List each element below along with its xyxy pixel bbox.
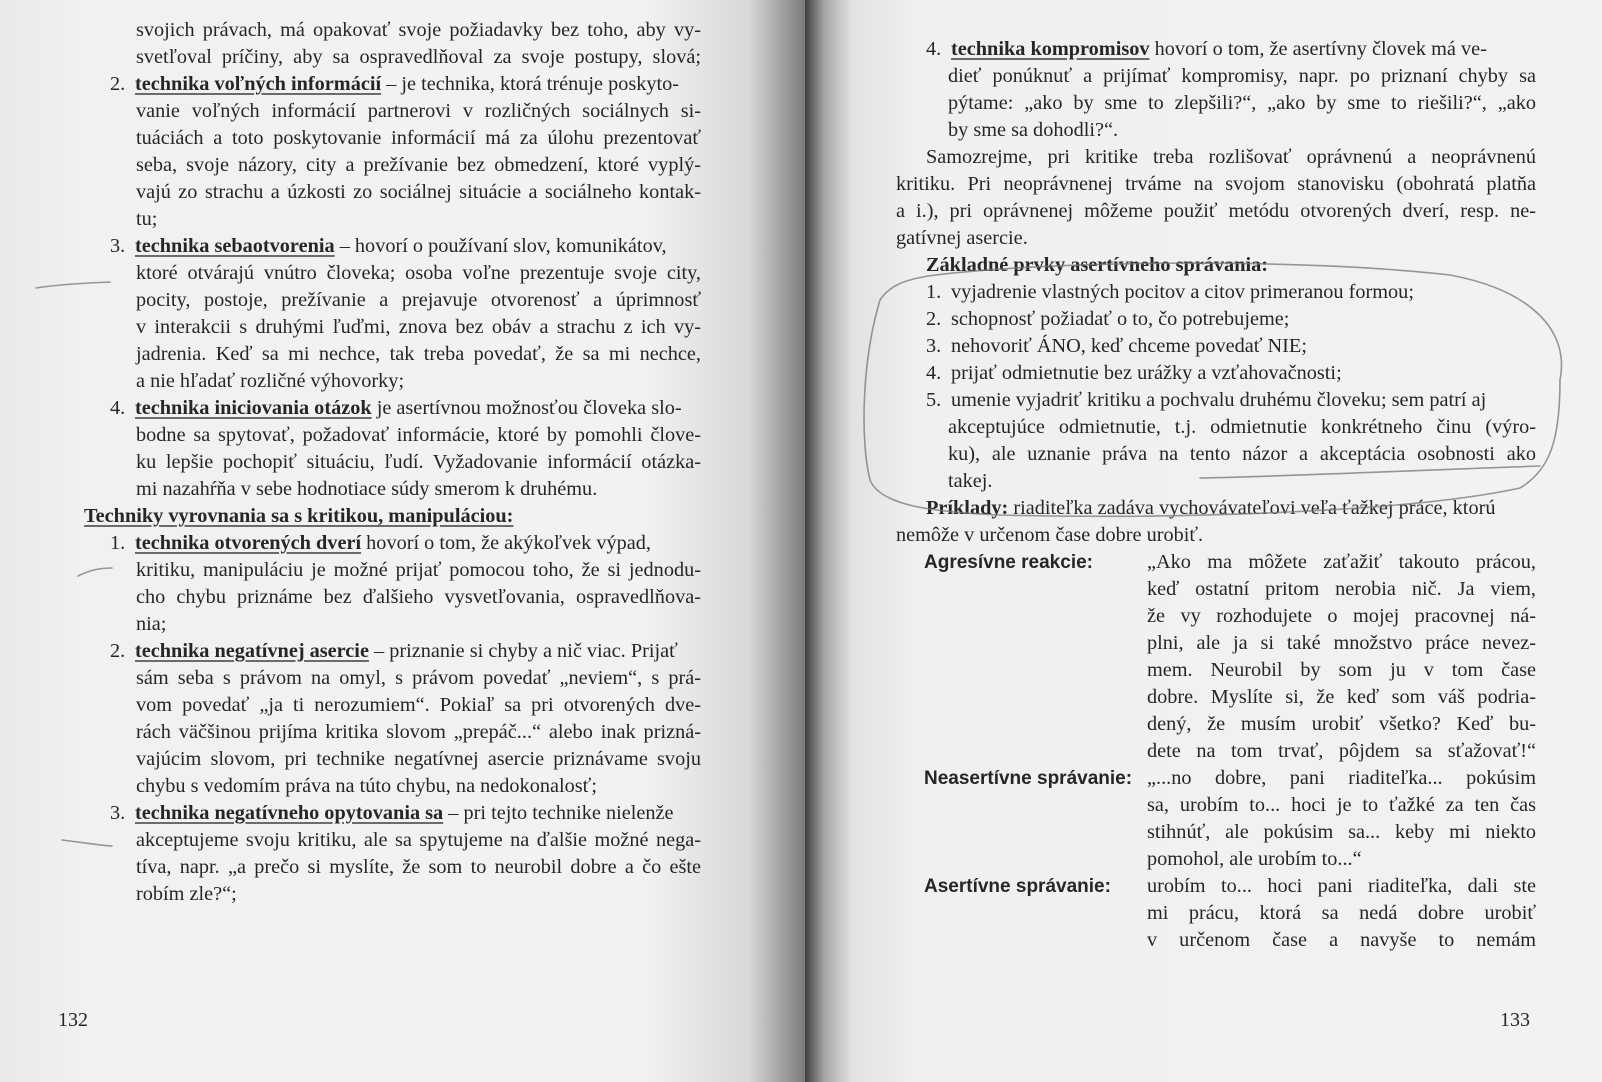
text-span: hovorí o tom, že asertívny človek má ve-	[1149, 38, 1487, 60]
list-item-text: schopnosť požiadať o to, čo potrebujeme;	[951, 308, 1290, 330]
text-line: rách väčšinou prijíma kritika slovom „prepáč...“ alebo inak prizná-	[136, 721, 701, 743]
text-line: v interakcii s druhými ľuďmi, znova bez obáv a strachu z ich vy-	[136, 316, 701, 338]
text-line: nemôže v určenom čase dobre urobiť.	[896, 524, 1204, 546]
text-line: Samozrejme, pri kritike treba rozlišovať oprávnenú a neoprávnenú	[926, 146, 1536, 168]
list-number: 2.	[926, 308, 942, 330]
page-number-right: 133	[1500, 1009, 1530, 1031]
text-line: urobím to... hoci pani riaditeľka, dali ste	[1147, 875, 1536, 897]
list-item-text: prijať odmietnutie bez urážky a vzťahovačnosti;	[951, 362, 1342, 384]
heading-text: Základné prvky asertívneho správania:	[926, 254, 1269, 276]
text-span: hovorí o tom, že akýkoľvek výpad,	[361, 532, 651, 554]
list-item-technika-volnych-informacii	[84, 71, 701, 98]
list-item-technika-iniciovania-otazok	[84, 395, 701, 422]
list-item	[896, 360, 1536, 387]
page-number-left: 132	[58, 1009, 88, 1031]
text-line: mem. Neurobil by som ju v tom čase	[1147, 659, 1536, 681]
text-line: tuáciách a toto poskytovanie informácií má za úlohu prezentovať	[136, 127, 701, 149]
list-item	[896, 279, 1536, 306]
list-item-technika-negativneho-opytovania	[84, 800, 701, 827]
text-line: robím zle?“;	[136, 883, 237, 905]
text-line: by sme sa dohodli?“.	[948, 119, 1119, 141]
text-line: sa, urobím to... hoci je to ťažké za ten čas	[1147, 794, 1536, 816]
term: technika iniciovania otázok	[135, 397, 372, 419]
text-line: tu;	[136, 208, 158, 230]
list-number: 5.	[926, 389, 942, 411]
right-page	[805, 0, 1602, 1082]
response-text	[1147, 873, 1536, 954]
response-aggressive	[896, 549, 1536, 765]
text-span: – priznanie si chyby a nič viac. Prijať	[368, 640, 678, 662]
text-line: tíva, napr. „a prečo si myslíte, že som to neurobil dobre a čo ešte	[136, 856, 701, 878]
term: technika negatívneho opytovania sa	[135, 802, 444, 824]
term: technika sebaotvorenia	[135, 235, 335, 257]
term: technika voľných informácií	[135, 73, 382, 95]
list-item-technika-kompromisov	[896, 36, 1536, 63]
text-line: dieť ponúknuť a prijímať kompromisy, napr. po priznaní chyby sa	[948, 65, 1536, 87]
list-item-technika-negativnej-asercie	[84, 638, 701, 665]
list-number: 4.	[926, 362, 942, 384]
response-text	[1147, 765, 1536, 873]
text-span: je asertívnou možnosťou človeka slo-	[371, 397, 682, 419]
text-line: stihnúť, ale pokúsim sa... keby mi niekto	[1147, 821, 1536, 843]
text-line: dobre. Myslíte si, že keď som váš podria-	[1147, 686, 1536, 708]
text-line: vom povedať „ja ti nerozumiem“. Pokiaľ sa pri otvorených dve-	[136, 694, 701, 716]
list-item	[896, 333, 1536, 360]
text-line: mi nazahŕňa v sebe hodnotiace súdy smerom k druhému.	[136, 478, 598, 500]
response-label: Neasertívne správanie:	[924, 768, 1133, 789]
list-item	[896, 387, 1536, 414]
text-line: kritiku, manipuláciu je možné prijať pomocou toho, že si jednodu-	[136, 559, 701, 581]
text-span: – hovorí o používaní slov, komunikátov,	[334, 235, 667, 257]
text-line: bodne sa spytovať, požadovať informácie, ktoré by pomohli člove-	[136, 424, 701, 446]
response-label: Asertívne správanie:	[924, 876, 1111, 897]
text-line: ku), ale uznanie práva na tento názor a akceptácia osobnosti ako	[948, 443, 1536, 465]
list-item-text: vyjadrenie vlastných pocitov a citov primeranou formou;	[951, 281, 1414, 303]
response-label: Agresívne reakcie:	[924, 552, 1093, 573]
term: technika otvorených dverí	[135, 532, 362, 554]
text-line: mi prácu, ktorá sa nedá dobre urobiť	[1147, 902, 1536, 924]
term: technika negatívnej asercie	[135, 640, 369, 662]
examples-line	[896, 495, 1536, 522]
text-line: vajúcim slovom, pri technike negatívnej asercie priznávame svoju	[136, 748, 701, 770]
section-heading	[84, 503, 701, 530]
list-number: 1.	[110, 532, 126, 554]
text-line: pocity, postoje, prežívanie a prejavuje otvorenosť a úprimnosť	[136, 289, 701, 311]
list-number: 3.	[926, 335, 942, 357]
text-line: svetľoval príčiny, aby sa ospravedlňoval za svoje postupy, slová;	[136, 46, 701, 68]
left-page-text	[84, 17, 701, 908]
text-span: riaditeľka zadáva vychovávateľovi veľa ťažkej práce, ktorú	[1008, 497, 1496, 519]
list-number: 2.	[110, 640, 126, 662]
text-line: „Ako ma môžete zaťažiť takouto prácou,	[1147, 551, 1536, 573]
text-line: nia;	[136, 613, 167, 635]
list-number: 3.	[110, 235, 126, 257]
text-line: „...no dobre, pani riaditeľka... pokúsim	[1147, 767, 1536, 789]
text-line: dený, že musím urobiť všetko? Keď bu-	[1147, 713, 1536, 735]
text-line: takej.	[948, 470, 993, 492]
text-line: vajú zo strachu a úzkosti zo sociálnej situácie a sociálneho kontak-	[136, 181, 701, 203]
text-line: že vy rozhodujete o mojej pracovnej ná-	[1147, 605, 1536, 627]
heading-text: Techniky vyrovnania sa s kritikou, manipuláciou:	[84, 505, 514, 527]
list-number: 4.	[110, 397, 126, 419]
text-span: – je technika, ktorá trénuje poskyto-	[381, 73, 680, 95]
list-item-text: umenie vyjadriť kritiku a pochvalu druhému človeku; sem patrí aj	[951, 389, 1487, 411]
text-line: gatívnej asercie.	[896, 227, 1028, 249]
text-line: ktoré otvárajú vnútro človeka; osoba voľne prezentuje svoje city,	[136, 262, 701, 284]
list-item-technika-sebaotvorenia	[84, 233, 701, 260]
text-line: jadrenia. Keď sa mi nechce, tak treba povedať, že sa mi nechce,	[136, 343, 701, 365]
list-number: 3.	[110, 802, 126, 824]
list-item-technika-otvorenych-dveri	[84, 530, 701, 557]
text-line: kritiku. Pri neoprávnenej trváme na svojom stanovisku (obohratá platňa	[896, 173, 1536, 195]
list-item-text: nehovoriť ÁNO, keď chceme povedať NIE;	[951, 335, 1307, 357]
text-line: akceptujeme svoju kritiku, ale sa spytujeme na ďalšie možné nega-	[136, 829, 701, 851]
right-page-text	[896, 36, 1536, 954]
text-line: ku lepšie pochopiť situáciu, ľudí. Vyžadovanie informácií otázka-	[136, 451, 701, 473]
text-line: sám seba s právom na omyl, s právom povedať „neviem“, s prá-	[136, 667, 701, 689]
list-item	[896, 306, 1536, 333]
list-number: 2.	[110, 73, 126, 95]
list-number: 4.	[926, 38, 942, 60]
section-heading	[896, 252, 1536, 279]
response-assertive	[896, 873, 1536, 954]
text-line: cho chybu priznáme bez ďalšieho vysvetľovania, ospravedlňova-	[136, 586, 701, 608]
text-line: dete na tom trvať, pôjdem sa sťažovať!“	[1147, 740, 1536, 762]
text-line: keď ostatní pritom nerobia nič. Ja viem,	[1147, 578, 1536, 600]
text-line: pomohol, ale urobím to...“	[1147, 848, 1362, 870]
text-line: a i.), pri oprávnenej môžeme použiť metódu otvorených dverí, resp. ne-	[896, 200, 1536, 222]
term: technika kompromisov	[951, 38, 1150, 60]
text-line: akceptujúce odmietnutie, t.j. odmietnutie konkrétneho činu (výro-	[948, 416, 1536, 438]
text-line: pýtame: „ako by sme to zlepšili?“, „ako by sme to riešili?“, „ako	[948, 92, 1536, 114]
examples-label: Príklady:	[926, 497, 1009, 519]
text-line: a nie hľadať rozličné výhovorky;	[136, 370, 405, 392]
text-line: plni, ale ja si také množstvo práce nevez-	[1147, 632, 1536, 654]
response-text	[1147, 549, 1536, 765]
text-line: v určenom čase a navyše to nemám	[1147, 929, 1536, 951]
list-number: 1.	[926, 281, 942, 303]
text-line: svojich právach, má opakovať svoje požiadavky bez toho, aby vy-	[136, 19, 701, 41]
text-line: chybu s vedomím práva na túto chybu, na nedokonalosť;	[136, 775, 597, 797]
text-line: vanie voľných informácií partnerovi v rozličných sociálnych si-	[136, 100, 701, 122]
text-span: – pri tejto technike nielenže	[443, 802, 674, 824]
text-line: seba, svoje názory, city a prežívanie bez obmedzení, ktoré vyplý-	[136, 154, 701, 176]
response-nonassertive	[896, 765, 1536, 873]
